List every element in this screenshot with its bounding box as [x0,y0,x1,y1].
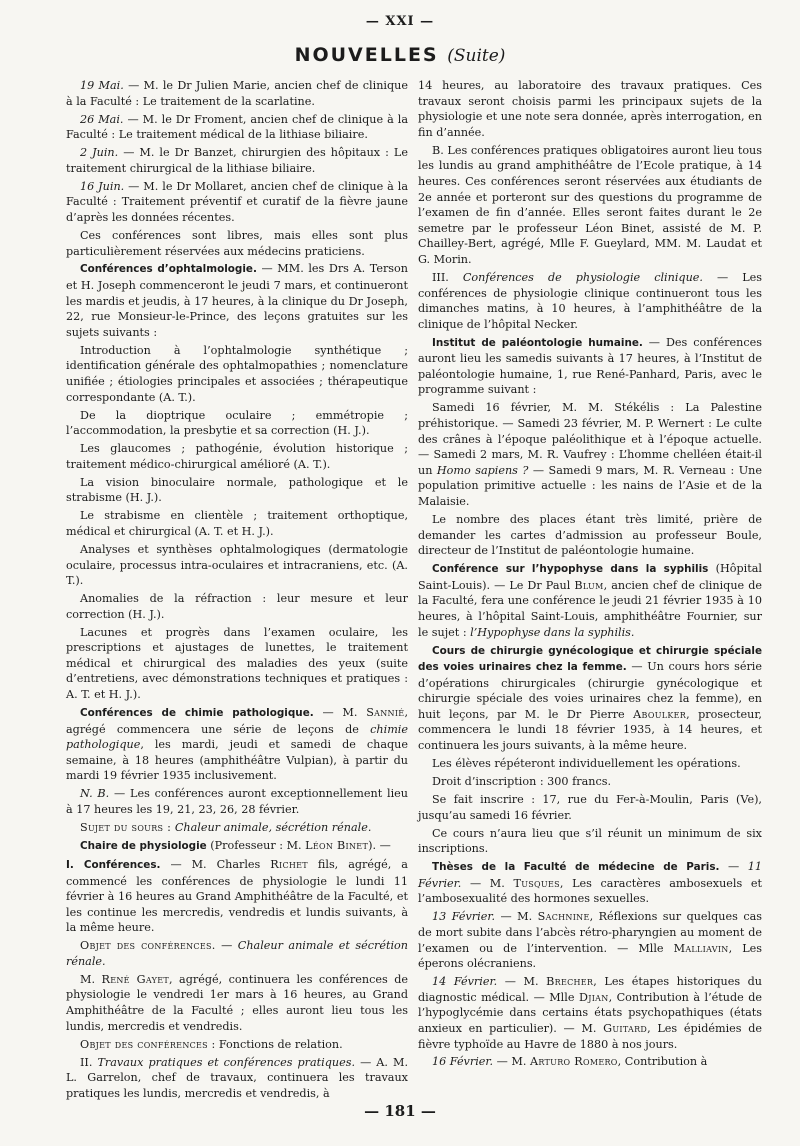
paragraph: Analyses et synthèses ophtalmologiques (dermatologie oculaire, processus intra-oculaires et intracraniens, etc. (A. T.). [66,542,408,588]
paragraph: Se fait inscrire : 17, rue du Fer-à-Moulin, Paris (Ve), jusqu’au samedi 16 février. [418,793,762,822]
paragraph: I. Conférences. — M. Charles Richet fils, agrégé, a commencé les conférences de physiologie le lundi 11 février à 16 heures au Grand Amphithéâtre de la Faculté, et les continue les mercredis, vendredis et lundis suivants, à la même heure. [66,857,408,935]
paragraph: Les glaucomes ; pathogénie, évolution historique ; traitement médico-chirurgical amélioré (A. T.). [66,442,408,471]
paragraph: Le strabisme en clientèle ; traitement orthoptique, médical et chirurgical (A. T. et H. J.). [66,509,408,538]
paragraph: Chaire de physiologie (Professeur : M. Léon Binet). — [80,838,391,852]
heading: Conférences d’ophtalmologie. [80,263,257,276]
paragraph: Cours de chirurgie gynécologique et chirurgie spéciale des voies urinaires chez la femme. — Un cours hors série d’opérations chirurgicales (chirurgie gynécologique et chirurgie spéciale des voies urinaires chez la femme), en huit leçons, par M. le Dr Pierre Aboulker, prosecteur, commencera le lundi 18 février 1935, à 14 heures, et continuera les jours suivants, à la même heure. [418,644,762,753]
title-suite: (Suite) [447,46,506,66]
paragraph: Thèses de la Faculté de médecine de Paris. — 11 Février. — M. Tusques, Les caractères ambosexuels et l’ambosexualité des hormones sexuelles. [418,860,762,906]
heading: Thèses de la Faculté de médecine de Paris. [432,861,720,874]
paragraph: 13 Février. — M. Sachnine, Réflexions sur quelques cas de mort subite dans l’abcès rétro-pharyngien au moment de l’examen ou de l’intervention. — Mlle Malliavin, Les éperons olécraniens. [418,910,763,971]
paragraph: M. René Gayet, agrégé, continuera les conférences de physiologie le vendredi 1er mars à 16 heures, au Grand Amphithéâtre de la Faculté ; elles auront lieu tous les lundis, mercredis et vendredis. [66,972,408,1033]
paragraph: B. Les conférences pratiques obligatoires auront lieu tous les lundis au grand amphithéâtre de l’Ecole pratique, à 14 heures. Ces conférences seront réservées aux étudiants de 2e année et porteront sur des questions du programme de l’examen de fin d’année. Elles seront faites durant le 2e semetre par le professeur Léon Binet, assisté de M. P. Chailley-Bert, agrégé, Mlle F. Gueylard, MM. M. Laudat et G. Morin. [418,143,762,266]
heading: Conférence sur l’hypophyse dans la syphilis [432,563,709,576]
paragraph: Conférence sur l’hypophyse dans la syphilis (Hôpital Saint-Louis). — Le Dr Paul Blum, ancien chef de clinique de la Faculté, fera une conférence le jeudi 21 février 1935 à 10 heures, à l’hôpital Saint-Louis, amphithéâtre Fournier, sur le sujet : l’Hypophyse dans la syphilis. [418,562,762,639]
page-number: — 181 — [364,1102,436,1120]
heading: Cours de chirurgie gynécologique et chirurgie spéciale des voies urinaires chez la femme. [418,644,762,674]
paragraph: De la dioptrique oculaire ; emmétropie ; l’accommodation, la presbytie et sa correction (H. J.). [66,408,408,438]
paragraph: Objet des conférences : Fonctions de relation. [80,1037,343,1051]
paragraph: Objet des conférences. — Chaleur animale et sécrétion rénale. [66,939,408,968]
paragraph: Conférences de chimie pathologique. — M. Sannié, agrégé commencera une série de leçons de chimie pathologique, les mardi, jeudi et samedi de chaque semaine, à 18 heures (amphithéâtre Vulpian), à partir du mardi 19 février 1935 inclusivement. [66,706,408,783]
title-nouvelles: NOUVELLES [294,44,439,66]
paragraph: 16 Juin. — M. le Dr Mollaret, ancien chef de clinique à la Faculté : Traitement préventif et curatif de la fièvre jaune d’après les données récentes. [66,179,408,224]
paragraph: 14 Février. — M. Brecher, Les étapes historiques du diagnostic médical. — Mlle Djian, Contribution à l’étude de l’hypoglycémie dans certains états psychopathiques (états anxieux en particulier). — M. Guitard, Les épidémies de fièvre typhoïde au Havre de 1880 à nos jours. [418,975,763,1051]
paragraph: Droit d’inscription : 300 francs. [432,775,612,789]
paragraph: 2 Juin. — M. le Dr Banzet, chirurgien des hôpitaux : Le traitement chirurgical de la lithiase biliaire. [66,146,408,175]
right-column [418,78,762,1072]
paragraph: III. Conférences de physiologie clinique. — Les conférences de physiologie clinique continueront tous les dimanches matins, à 10 heures, à l’amphithéâtre de la clinique de l’hôpital Necker. [418,270,762,331]
paragraph: Conférences d’ophtalmologie. — MM. les Drs A. Terson et H. Joseph commenceront le jeudi 7 mars, et continueront les mardis et jeudis, à 17 heures, à la clinique du Dr Joseph, 22, rue Monsieur-le-Prince, des leçons gratuites sur les sujets suivants : [66,262,408,339]
heading: Chaire de physiologie [80,839,207,852]
section-title [0,44,800,66]
paragraph: 16 Février. — M. Arturo Romero, Contribution à [432,1055,708,1069]
paragraph: Le nombre des places étant très limité, prière de demander les cartes d’admission au professeur Boule, directeur de l’Institut de paléontologie humaine. [418,512,762,558]
paragraph: Samedi 16 février, M. M. Stékélis : La Palestine préhistorique. — Samedi 23 février, M. P. Wernert : Le culte des crânes à l’époque paléolithique et à l’époque actuelle. — Samedi 2 mars, M. R. Vaufrey : L’homme chelléen était-il un Homo sapiens ? — Samedi 9 mars, M. R. Verneau : Une population primitive actuelle : les nains de l’Asie et de la Malaisie. [418,401,762,508]
roman-page-number: — XXI — [365,14,435,29]
paragraph: La vision binoculaire normale, pathologique et le strabisme (H. J.). [66,475,408,505]
paragraph: Lacunes et progrès dans l’examen oculaire, les prescriptions et ajustages de lunettes, le traitement médical et chirurgical des maladies des yeux (suite d’entretiens, avec démonstrations techniques et pratiques : A. T. et H. J.). [66,625,408,702]
paragraph: Institut de paléontologie humaine. — Des conférences auront lieu les samedis suivants à 17 heures, à l’Institut de paléontologie humaine, 1, rue René-Panhard, Paris, avec le programme suivant : [418,335,762,397]
paragraph: Les élèves répéteront individuellement les opérations. [432,757,741,771]
heading: Conférences de chimie pathologique. [80,707,314,720]
paragraph: Anomalies de la réfraction : leur mesure et leur correction (H. J.). [66,592,408,621]
heading: Institut de paléontologie humaine. [432,336,643,349]
paragraph: 14 heures, au laboratoire des travaux pratiques. Ces travaux seront choisis parmi les principaux sujets de la physiologie et une note sera donnée, après interrogation, en fin d’année. [418,79,762,139]
paragraph: 26 Mai. — M. le Dr Froment, ancien chef de clinique à la Faculté : Le traitement médical de la lithiase biliaire. [66,112,408,142]
paragraph: N. B. — Les conférences auront exceptionnellement lieu à 17 heures les 19, 21, 23, 26, 28 février. [66,787,408,816]
paragraph: Ce cours n’aura lieu que s’il réunit un minimum de six inscriptions. [418,826,762,856]
paragraph: Introduction à l’ophtalmologie synthétique ; identification générale des ophtalmopathies ; nomenclature unifiée ; étiologies principales et associées ; thérapeutique correspondante (A. T.). [66,343,408,404]
paragraph: Ces conférences sont libres, mais elles sont plus particulièrement réservées aux médecins praticiens. [66,228,408,258]
paragraph: Sujet du sours : Chaleur animale, sécrétion rénale. [80,820,372,834]
paragraph: II. Travaux pratiques et conférences pratiques. — A. M. L. Garrelon, chef de travaux, continuera les travaux pratiques les lundis, mercredis et vendredis, à [66,1055,408,1100]
left-column [66,78,408,1104]
heading: I. Conférences. [66,858,161,871]
paragraph: 19 Mai. — M. le Dr Julien Marie, ancien chef de clinique à la Faculté : Le traitement de la scarlatine. [66,79,408,108]
